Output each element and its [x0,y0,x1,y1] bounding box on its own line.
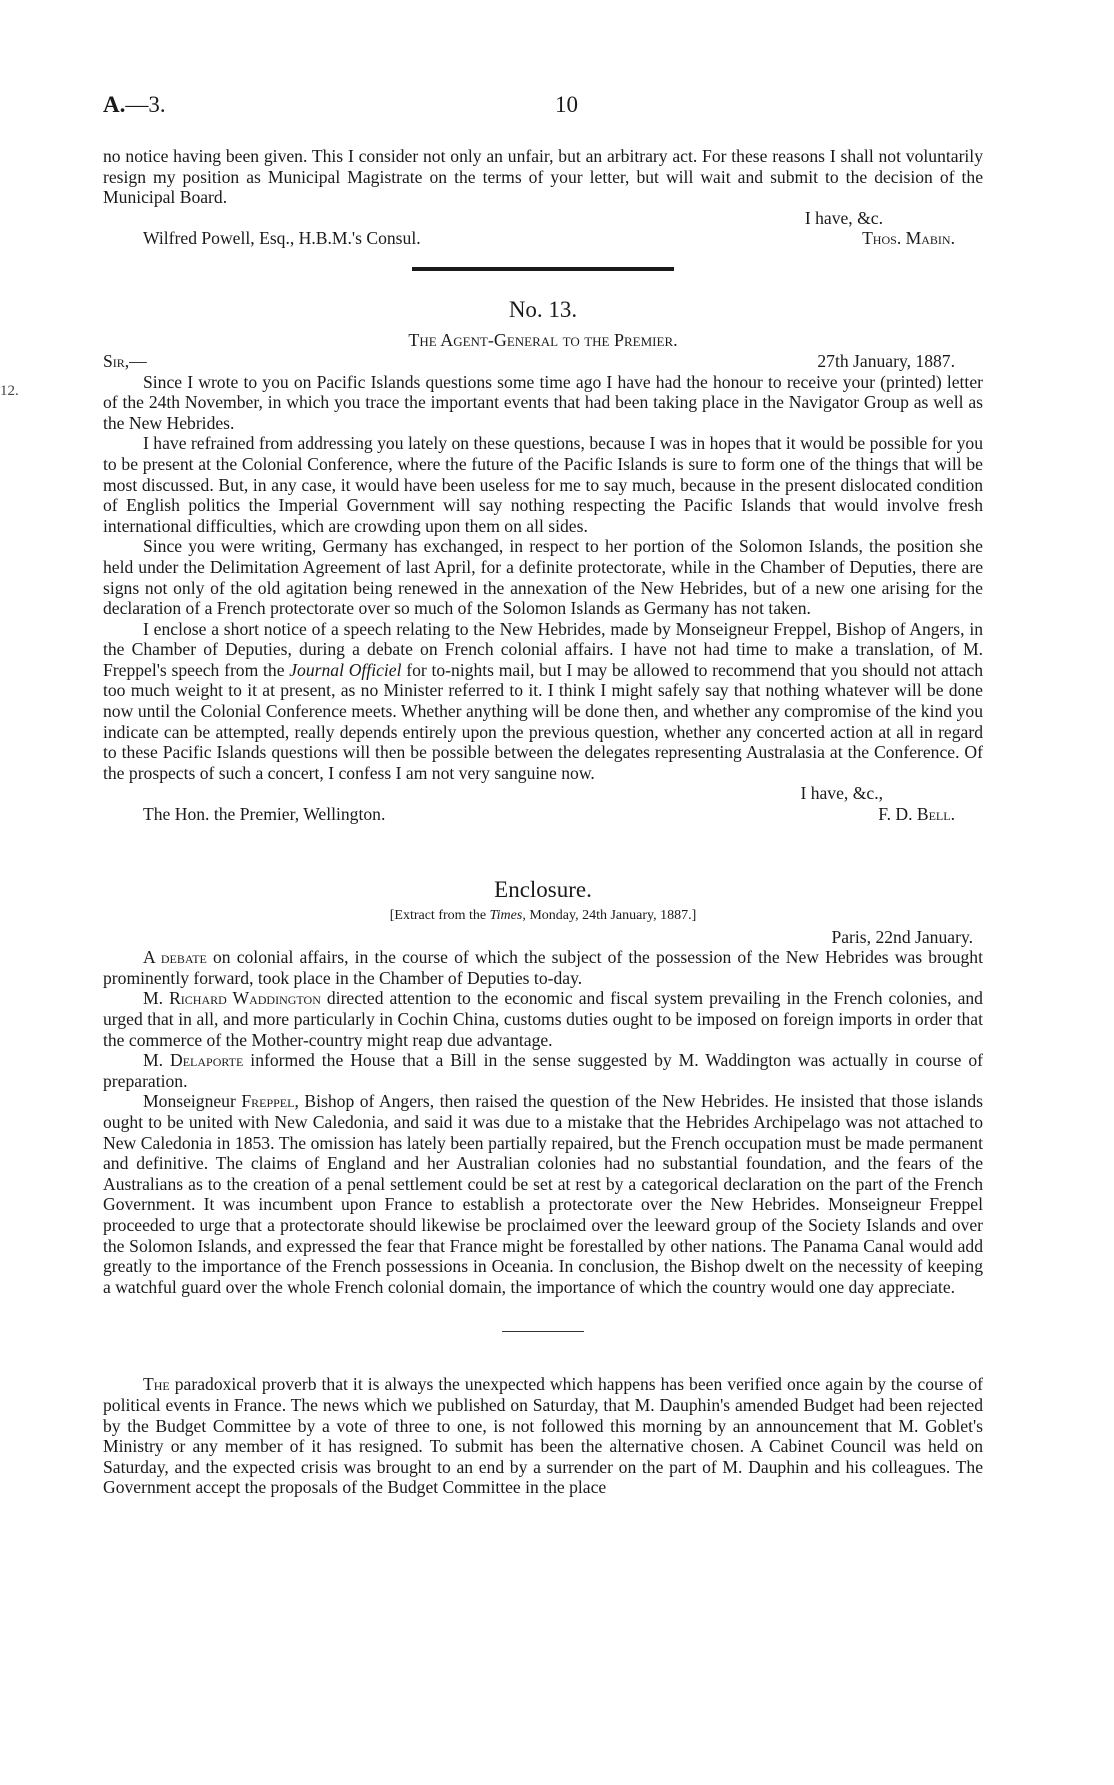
enclosure-paragraph-3: M. Delaporte informed the House that a Bill in the sense suggested by M. Waddington was actually in course of preparation. [103,1050,983,1091]
intro-signature: Thos. Mabin. [862,228,955,249]
intro-closing: I have, &c. [804,207,883,228]
page-header [103,92,983,126]
page-content [103,146,983,1498]
letter-signature-row [103,804,983,825]
article-paragraph: The paradoxical proverb that it is always the unexpected which happens has been verified once again by the course of political events in France. The news which we published on Saturday, that M. Dauphin's amended Budget had been rejected by the Budget Committee by a vote of three to one, is not followed this morning by an announcement that M. Goblet's Ministry or any member of it has resigned. To submit has been the alternative chosen. A Cabinet Council was held on Saturday, and the expected crisis was brought to an end by a surrender on the part of M. Dauphin and his colleagues. The Government accept the proposals of the Budget Committee in the place [103,1374,983,1498]
intro-signature-row [103,228,983,249]
letter-paragraph-2: I have refrained from addressing you lately on these questions, because I was in hopes that it would be possible for you to be present at the Colonial Conference, where the future of the Pacific Islands is sure to form one of the things that will be most discussed. But, in any case, it would have been useless for me to say much, because in the present dislocated condition of English politics the Imperial Government will say nothing respecting the Pacific Islands that would involve fresh international difficulties, which are crowding upon them on all sides. [103,433,983,536]
intro-addressee: Wilfred Powell, Esq., H.B.M.'s Consul. [143,228,421,249]
margin-note: 12. [0,383,19,399]
page-number: 10 [555,92,578,117]
letter-subtitle: The Agent-General to the Premier. [408,329,678,350]
salutation: Sir,— [103,350,147,371]
letter-signature: F. D. Bell. [878,804,955,825]
salutation-row [103,351,983,372]
letter-paragraph-3: Since you were writing, Germany has exchanged, in respect to her portion of the Solomon Islands, the position she held under the Delimitation Agreement of last April, for a definite protectorate, while in the Chamber of Deputies, there are signs not only of the old agitation being renewed in the annexation of the New Hebrides, but of a new one arising for the declaration of a French protectorate over so much of the Solomon Islands as Germany has not taken. [103,536,983,619]
extract-source: [Extract from the Times, Monday, 24th January, 1887.] [389,907,697,923]
document-code: A.—3. [103,92,166,117]
dateline: Paris, 22nd January. [831,926,973,947]
enclosure-paragraph-4: Monseigneur Freppel, Bishop of Angers, then raised the question of the New Hebrides. He insisted that those islands ought to be united with New Caledonia, and said it was due to a mistake that the Hebrides Archipelago was not attached to New Caledonia in 1853. The omission has lately been partially repaired, but the French occupation must be made permanent and definitive. The claims of England and her Australian colonies had no substantial foundation, and the fears of the Australians as to the creation of a penal settlement could be set at rest by a categorical declaration on the part of the French Government. It was incumbent upon France to establish a protectorate over the New Hebrides. Monseigneur Freppel proceeded to urge that a protectorate should likewise be proclaimed over the leeward group of the Society Islands and over the Solomon Islands, and expressed the fear that France might be forestalled by other nations. The Panama Canal would add greatly to the importance of the French possessions in Oceania. In conclusion, the Bishop dwelt on the necessity of keeping a watchful guard over the whole French colonial domain, the importance of which the country would one day appreciate. [103,1091,983,1297]
enclosure-paragraph-1: A debate on colonial affairs, in the course of which the subject of the possession of the New Hebrides was brought prominently forward, took place in the Chamber of Deputies to-day. [103,947,983,988]
letter-paragraph-1: Since I wrote to you on Pacific Islands questions some time ago I have had the honour to receive your (printed) letter of the 24th November, in which you trace the important events that had been taking place in the Navigator Group as well as the New Hebrides. [103,371,983,433]
letter-paragraph-4: I enclose a short notice of a speech relating to the New Hebrides, made by Monseigneur Freppel, Bishop of Angers, in the Chamber of Deputies, during a debate on French colonial affairs. I have not had time to make a translation, of M. Freppel's speech from the Journal Officiel for to-nights mail, but I may be allowed to recommend that you should not attach too much weight to it at present, as no Minister referred to it. I think I might safely say that nothing whatever will be done now until the Colonial Conference meets. Whether anything will be done then, and whether any compromise of the kind you indicate can be attempted, really depends entirely upon the previous question, whether any concerted action at all in regard to these Pacific Islands questions will then be possible between the delegates representing Australasia at the Conference. Of the prospects of such a concert, I confess I am not very sanguine now. [103,618,983,783]
letter-date: 27th January, 1887. [817,350,955,371]
article-divider [502,1331,584,1332]
enclosure-paragraph-2: M. Richard Waddington directed attention to the economic and fiscal system prevailing in the French colonies, and urged that in all, and more particularly in Cochin China, customs duties ought to be imposed on foreign imports in order that the commerce of the Mother-country might reap due advantage. [103,988,983,1050]
intro-paragraph: no notice having been given. This I consider not only an unfair, but an arbitrary act. For these reasons I shall not voluntarily resign my position as Municipal Magistrate on the terms of your letter, but will wait and submit to the decision of the Municipal Board. [103,146,983,208]
letter-closing: I have, &c., [800,783,883,804]
letter-addressee: The Hon. the Premier, Wellington. [143,804,386,825]
letter-number: No. 13. [508,296,578,322]
enclosure-title: Enclosure. [494,876,592,902]
journal-title: Journal Officiel [289,659,402,680]
section-divider [412,267,674,271]
